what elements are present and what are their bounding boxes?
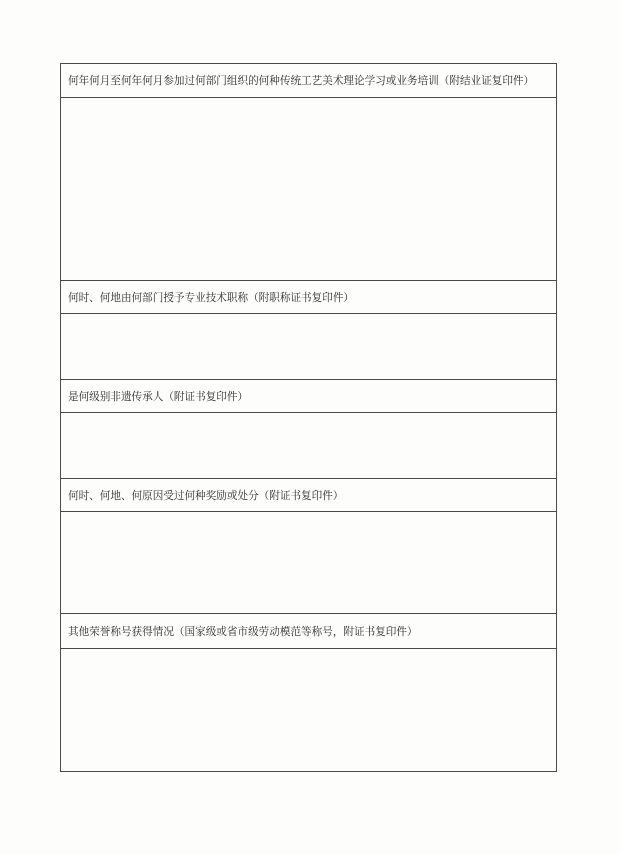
heritage-inheritor-level-field bbox=[61, 413, 556, 479]
rewards-punishments-field bbox=[61, 512, 556, 614]
training-history-field bbox=[61, 98, 556, 281]
technical-title-label: 何时、何地由何部门授予专业技术职称（附职称证书复印件） bbox=[61, 281, 556, 314]
other-honors-label: 其他荣誉称号获得情况（国家级或省市级劳动模范等称号，附证书复印件） bbox=[61, 614, 556, 649]
heritage-inheritor-level-label: 是何级别非遗传承人（附证书复印件） bbox=[61, 380, 556, 413]
training-history-label: 何年何月至何年何月参加过何部门组织的何种传统工艺美术理论学习或业务培训（附结业证复印件） bbox=[61, 64, 556, 98]
other-honors-field bbox=[61, 649, 556, 772]
rewards-punishments-label: 何时、何地、何原因受过何种奖励或处分（附证书复印件） bbox=[61, 479, 556, 512]
form-table bbox=[60, 63, 557, 772]
technical-title-field bbox=[61, 314, 556, 380]
